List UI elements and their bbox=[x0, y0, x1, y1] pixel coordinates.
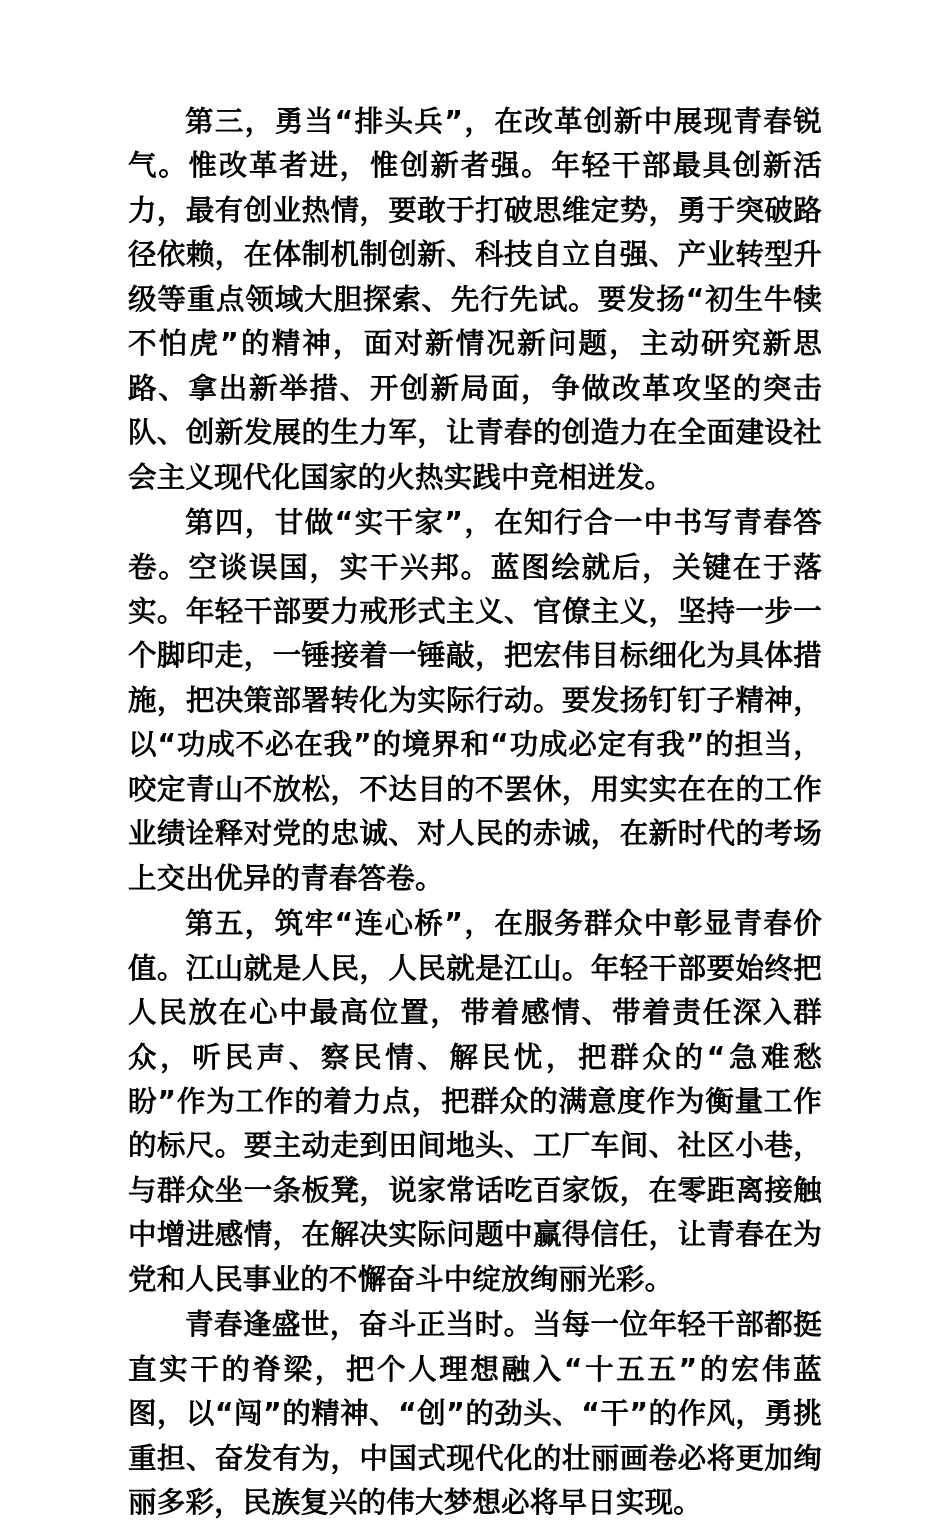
paragraph: 青春逢盛世，奋斗正当时。当每一位年轻干部都挺直实干的脊梁，把个人理想融入“十五五”的宏伟蓝图，以“闯”的精神、“创”的劲头、“干”的作风，勇挑重担、奋发有为，中国式现代化的壮丽画卷必将更加绚丽多彩，民族复兴的伟大梦想必将早日实现。 bbox=[128, 1308, 822, 1520]
paragraph: 第四，甘做“实干家”，在知行合一中书写青春答卷。空谈误国，实干兴邦。蓝图绘就后，关键在于落实。年轻干部要力戒形式主义、官僚主义，坚持一步一个脚印走，一锤接着一锤敲，把宏伟目标细化为具体措施，把决策部署转化为实际行动。要发扬钉钉子精神，以“功成不必在我”的境界和“功成必定有我”的担当，咬定青山不放松，不达目的不罢休，用实实在在的工作业绩诠释对党的忠诚、对人民的赤诚，在新时代的考场上交出优异的青春答卷。 bbox=[128, 506, 822, 895]
paragraph: 第五，筑牢“连心桥”，在服务群众中彰显青春价值。江山就是人民，人民就是江山。年轻干部要始终把人民放在心中最高位置，带着感情、带着责任深入群众，听民声、察民情、解民忧，把群众的“急难愁盼”作为工作的着力点，把群众的满意度作为衡量工作的标尺。要主动走到田间地头、工厂车间、社区小巷，与群众坐一条板凳，说家常话吃百家饭，在零距离接触中增进感情，在解决实际问题中赢得信任，让青春在为党和人民事业的不懈奋斗中绽放绚丽光彩。 bbox=[128, 907, 822, 1296]
document-body bbox=[128, 100, 822, 1526]
paragraph: 第三，勇当“排头兵”，在改革创新中展现青春锐气。惟改革者进，惟创新者强。年轻干部最具创新活力，最有创业热情，要敢于打破思维定势，勇于突破路径依赖，在体制机制创新、科技自立自强、产业转型升级等重点领域大胆探索、先行先试。要发扬“初生牛犊不怕虎”的精神，面对新情况新问题，主动研究新思路、拿出新举措、开创新局面，争做改革攻坚的突击队、创新发展的生力军，让青春的创造力在全面建设社会主义现代化国家的火热实践中竞相迸发。 bbox=[128, 105, 822, 494]
